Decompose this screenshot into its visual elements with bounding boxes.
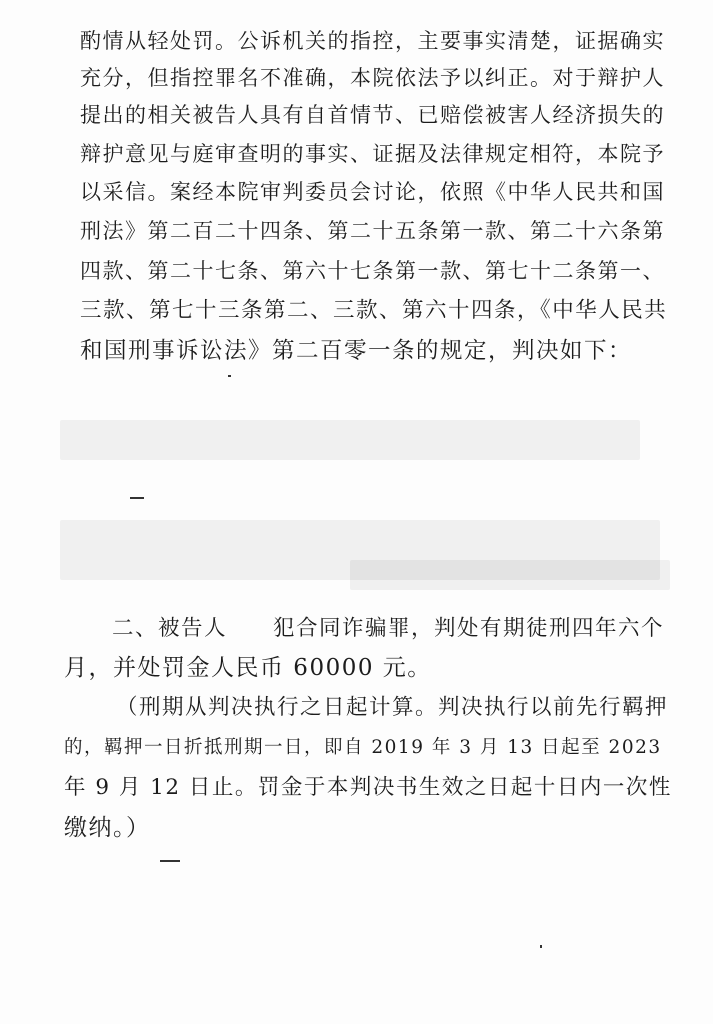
text-line: 缴纳。） bbox=[64, 815, 151, 841]
text-line: 二、被告人 犯合同诈骗罪，判处有期徒刑四年六个 bbox=[112, 616, 665, 641]
text-line: 以采信。案经本院审判委员会讨论，依照《中华人民共和国 bbox=[80, 180, 665, 204]
redaction-smudge bbox=[60, 420, 640, 460]
scan-speck bbox=[540, 945, 542, 948]
redaction-smudge bbox=[350, 560, 670, 590]
text-line: 提出的相关被告人具有自首情节、已赔偿被害人经济损失的 bbox=[80, 103, 665, 127]
scan-speck bbox=[130, 497, 144, 499]
text-line: 年 9 月 12 日止。罚金于本判决书生效之日起十日内一次性 bbox=[64, 775, 672, 800]
text-line: 辩护意见与庭审查明的事实、证据及法律规定相符，本院予 bbox=[80, 142, 665, 166]
text-line: （刑期从判决执行之日起计算。判决执行以前先行羁押 bbox=[116, 695, 669, 720]
scan-speck bbox=[160, 860, 180, 862]
text-line: 酌情从轻处罚。公诉机关的指控，主要事实清楚，证据确实 bbox=[80, 29, 665, 53]
text-line: 三款、第七十三条第二、三款、第六十四条，《中华人民共 bbox=[80, 298, 668, 323]
text-line: 的，羁押一日折抵刑期一日，即自 2019 年 3 月 13 日起至 2023 bbox=[64, 737, 662, 758]
text-line: 和国刑事诉讼法》第二百零一条的规定，判决如下： bbox=[80, 338, 633, 364]
text-line: 充分，但指控罪名不准确，本院依法予以纠正。对于辩护人 bbox=[80, 66, 665, 90]
text-line: 刑法》第二百二十四条、第二十五条第一款、第二十六条第 bbox=[80, 219, 665, 243]
text-line: 月，并处罚金人民币 60000 元。 bbox=[64, 655, 432, 681]
text-line: 四款、第二十七条、第六十七条第一款、第七十二条第一、 bbox=[80, 259, 665, 283]
scan-speck bbox=[228, 375, 231, 377]
